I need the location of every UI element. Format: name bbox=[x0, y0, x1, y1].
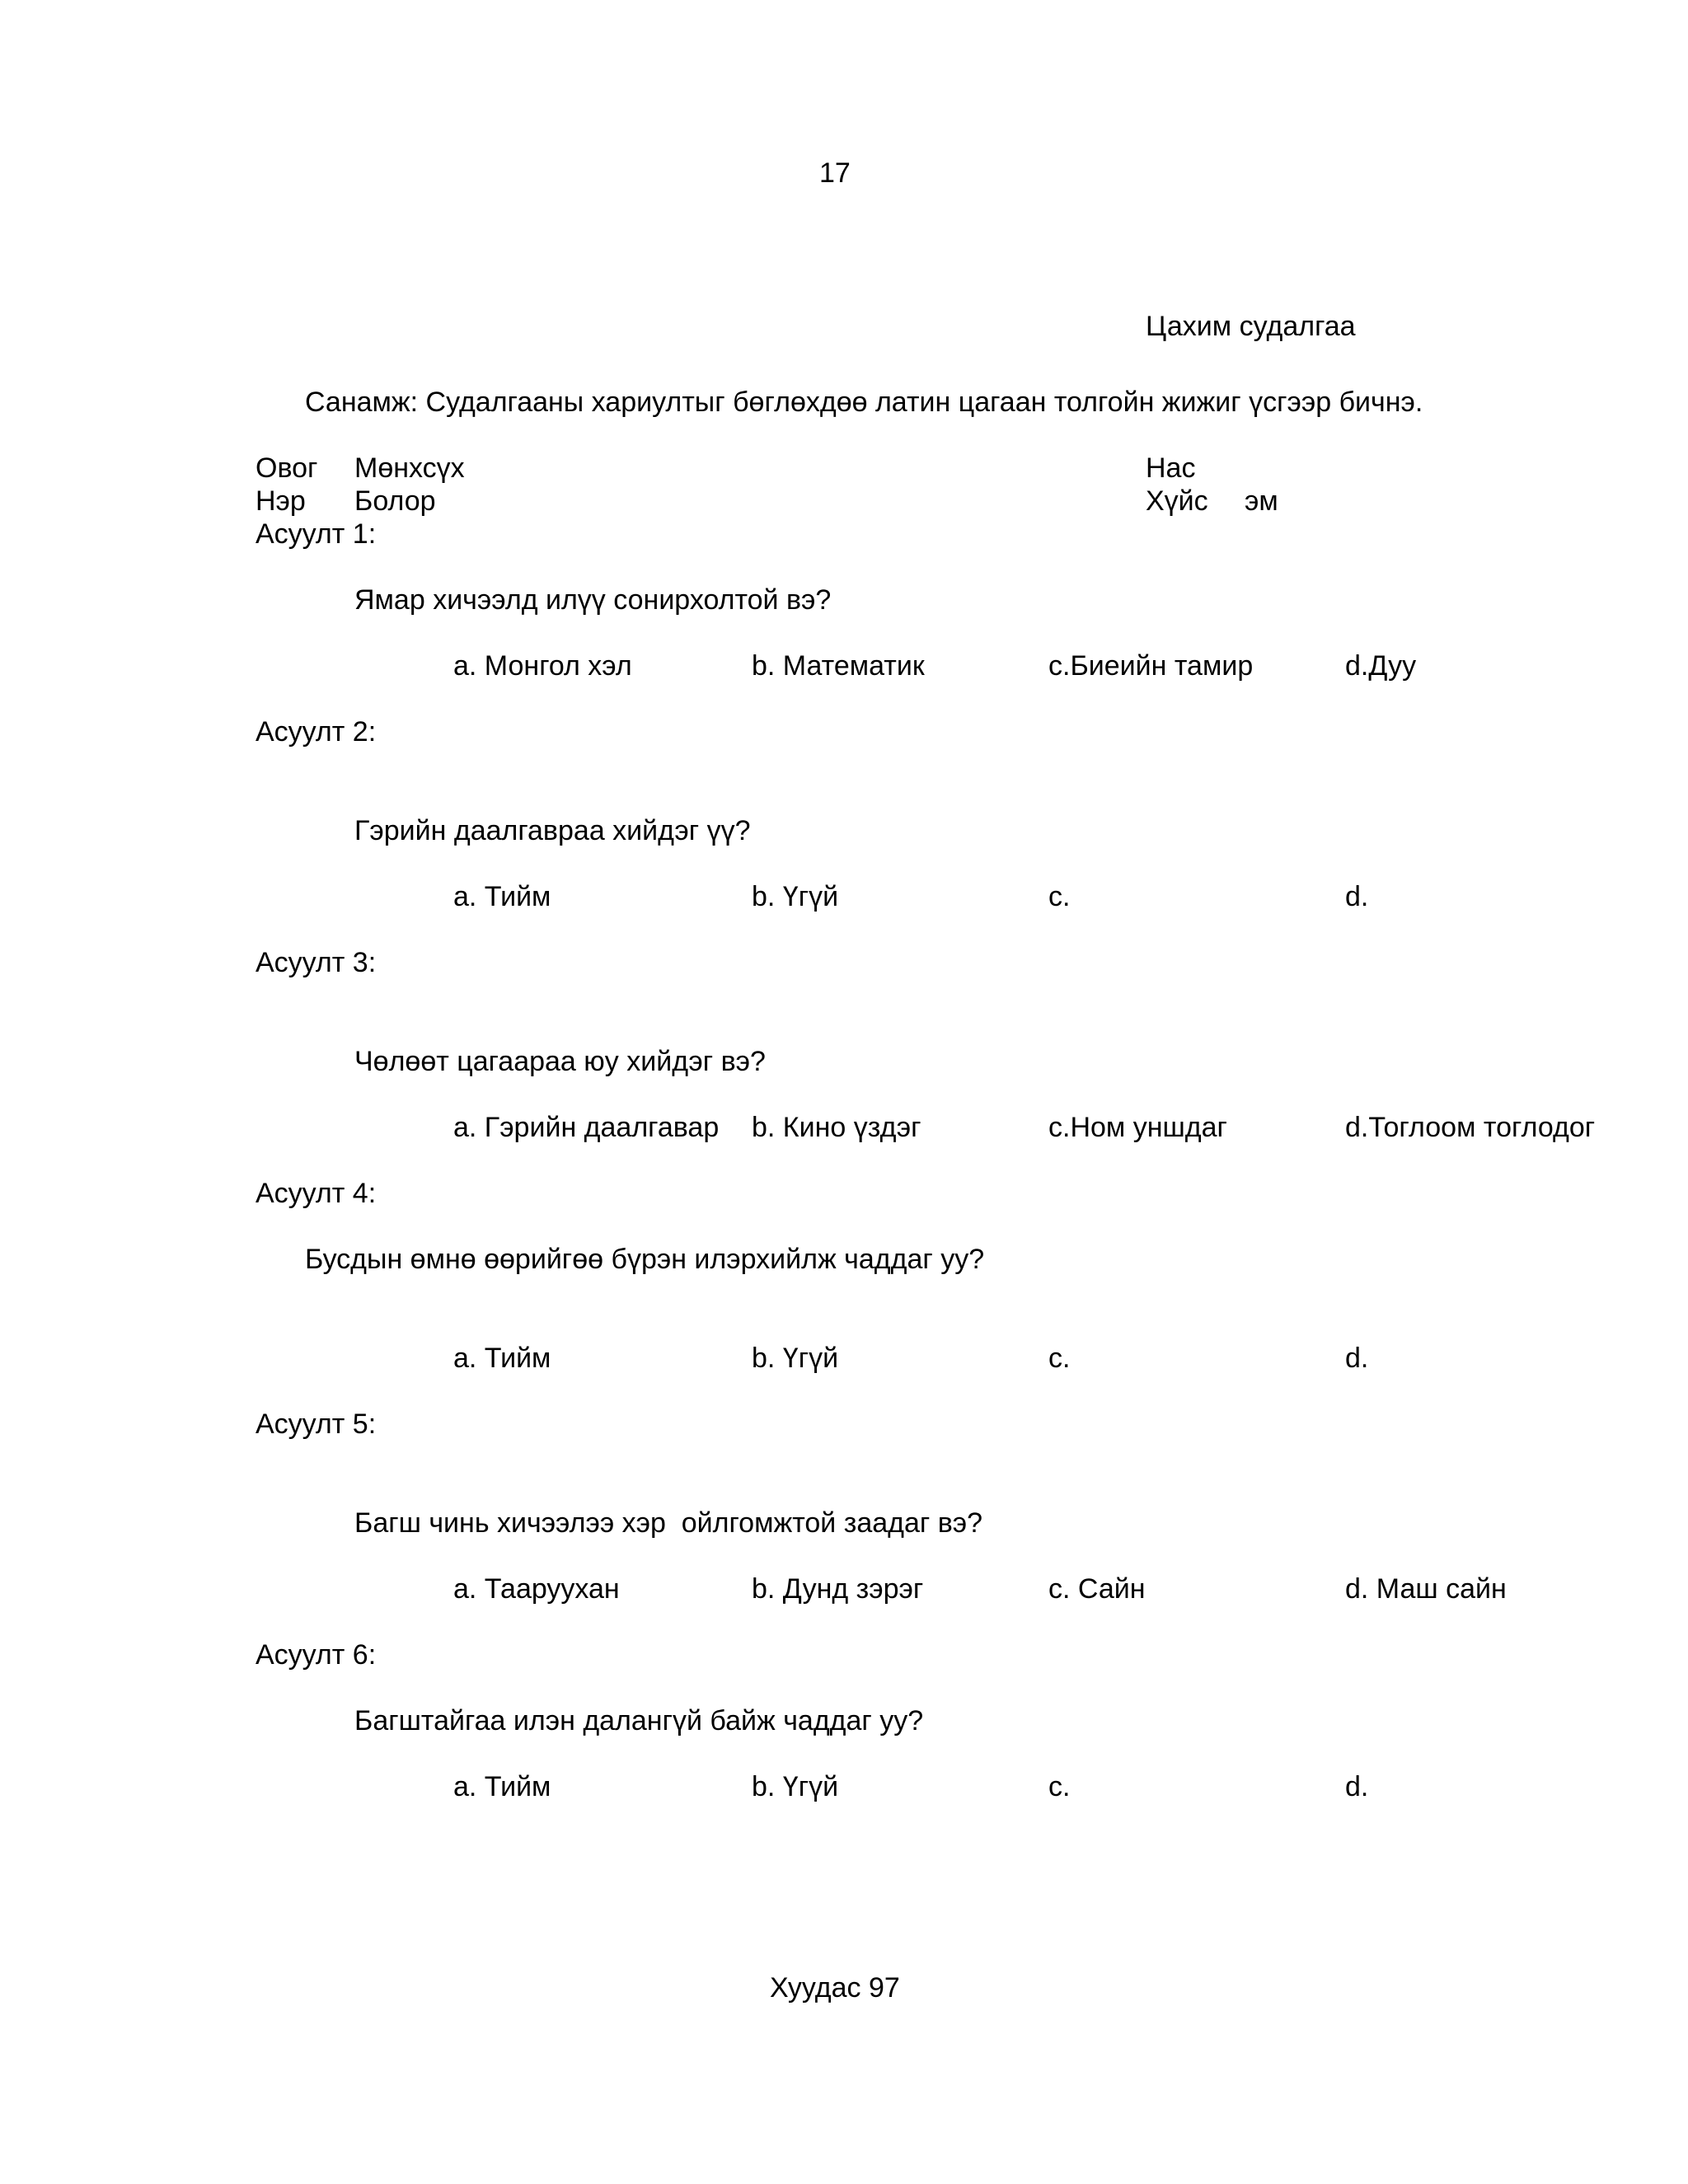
question-label: Асуулт 2: bbox=[256, 716, 377, 748]
option-d: d. Маш сайн bbox=[1345, 1573, 1507, 1605]
option-c: c.Ном уншдаг bbox=[1048, 1112, 1227, 1143]
name-label: Нэр bbox=[256, 485, 306, 517]
option-d: d.Тоглоом тоглодог bbox=[1345, 1112, 1596, 1143]
survey-title: Цахим судалгаа bbox=[1146, 311, 1356, 342]
option-b: b. Кино үздэг bbox=[752, 1112, 921, 1143]
gender-value: эм bbox=[1245, 485, 1278, 517]
survey-note: Санамж: Судалгааны хариултыг бөглөхдөө латин цагаан толгойн жижиг үсгээр бичнэ. bbox=[305, 387, 1423, 418]
option-a: a. Тийм bbox=[453, 881, 551, 912]
surname-value: Мөнхсүх bbox=[354, 452, 465, 484]
option-a: a. Тааруухан bbox=[453, 1573, 620, 1605]
option-d: d.Дуу bbox=[1345, 650, 1417, 682]
option-a: a. Гэрийн даалгавар bbox=[453, 1112, 720, 1143]
question-text: Бусдын өмнө өөрийгөө бүрэн илэрхийлж чаддаг уу? bbox=[305, 1244, 985, 1275]
option-c: c. Сайн bbox=[1048, 1573, 1146, 1605]
option-d: d. bbox=[1345, 881, 1369, 912]
option-c: c. bbox=[1048, 881, 1071, 912]
question-label: Асуулт 3: bbox=[256, 947, 377, 978]
question-text: Чөлөөт цагаараа юу хийдэг вэ? bbox=[354, 1046, 766, 1077]
option-b: b. Үгүй bbox=[752, 1343, 839, 1374]
page-number-top: 17 bbox=[819, 157, 851, 189]
option-b: b. Математик bbox=[752, 650, 925, 682]
option-a: a. Тийм bbox=[453, 1771, 551, 1802]
name-value: Болор bbox=[354, 485, 436, 517]
gender-label: Хүйс bbox=[1146, 485, 1208, 517]
question-label: Асуулт 6: bbox=[256, 1639, 377, 1671]
question-label: Асуулт 5: bbox=[256, 1408, 377, 1440]
age-label: Нас bbox=[1146, 452, 1196, 484]
question-text: Гэрийн даалгавраа хийдэг үү? bbox=[354, 815, 751, 846]
option-a: a. Тийм bbox=[453, 1343, 551, 1374]
surname-label: Овог bbox=[256, 452, 318, 484]
page-footer: Хуудас 97 bbox=[770, 1972, 900, 2004]
option-c: c.Биеийн тамир bbox=[1048, 650, 1254, 682]
option-a: a. Монгол хэл bbox=[453, 650, 632, 682]
question-text: Ямар хичээлд илүү сонирхолтой вэ? bbox=[354, 584, 832, 616]
option-c: c. bbox=[1048, 1343, 1071, 1374]
option-b: b. Дунд зэрэг bbox=[752, 1573, 924, 1605]
option-d: d. bbox=[1345, 1771, 1369, 1802]
question-text: Багш чинь хичээлээ хэр ойлгомжтой заадаг вэ? bbox=[354, 1507, 983, 1539]
option-d: d. bbox=[1345, 1343, 1369, 1374]
option-b: b. Үгүй bbox=[752, 1771, 839, 1802]
option-c: c. bbox=[1048, 1771, 1071, 1802]
question-label: Асуулт 1: bbox=[256, 518, 377, 550]
option-b: b. Үгүй bbox=[752, 881, 839, 912]
question-label: Асуулт 4: bbox=[256, 1178, 377, 1209]
question-text: Багштайгаа илэн далангүй байж чаддаг уу? bbox=[354, 1705, 924, 1736]
